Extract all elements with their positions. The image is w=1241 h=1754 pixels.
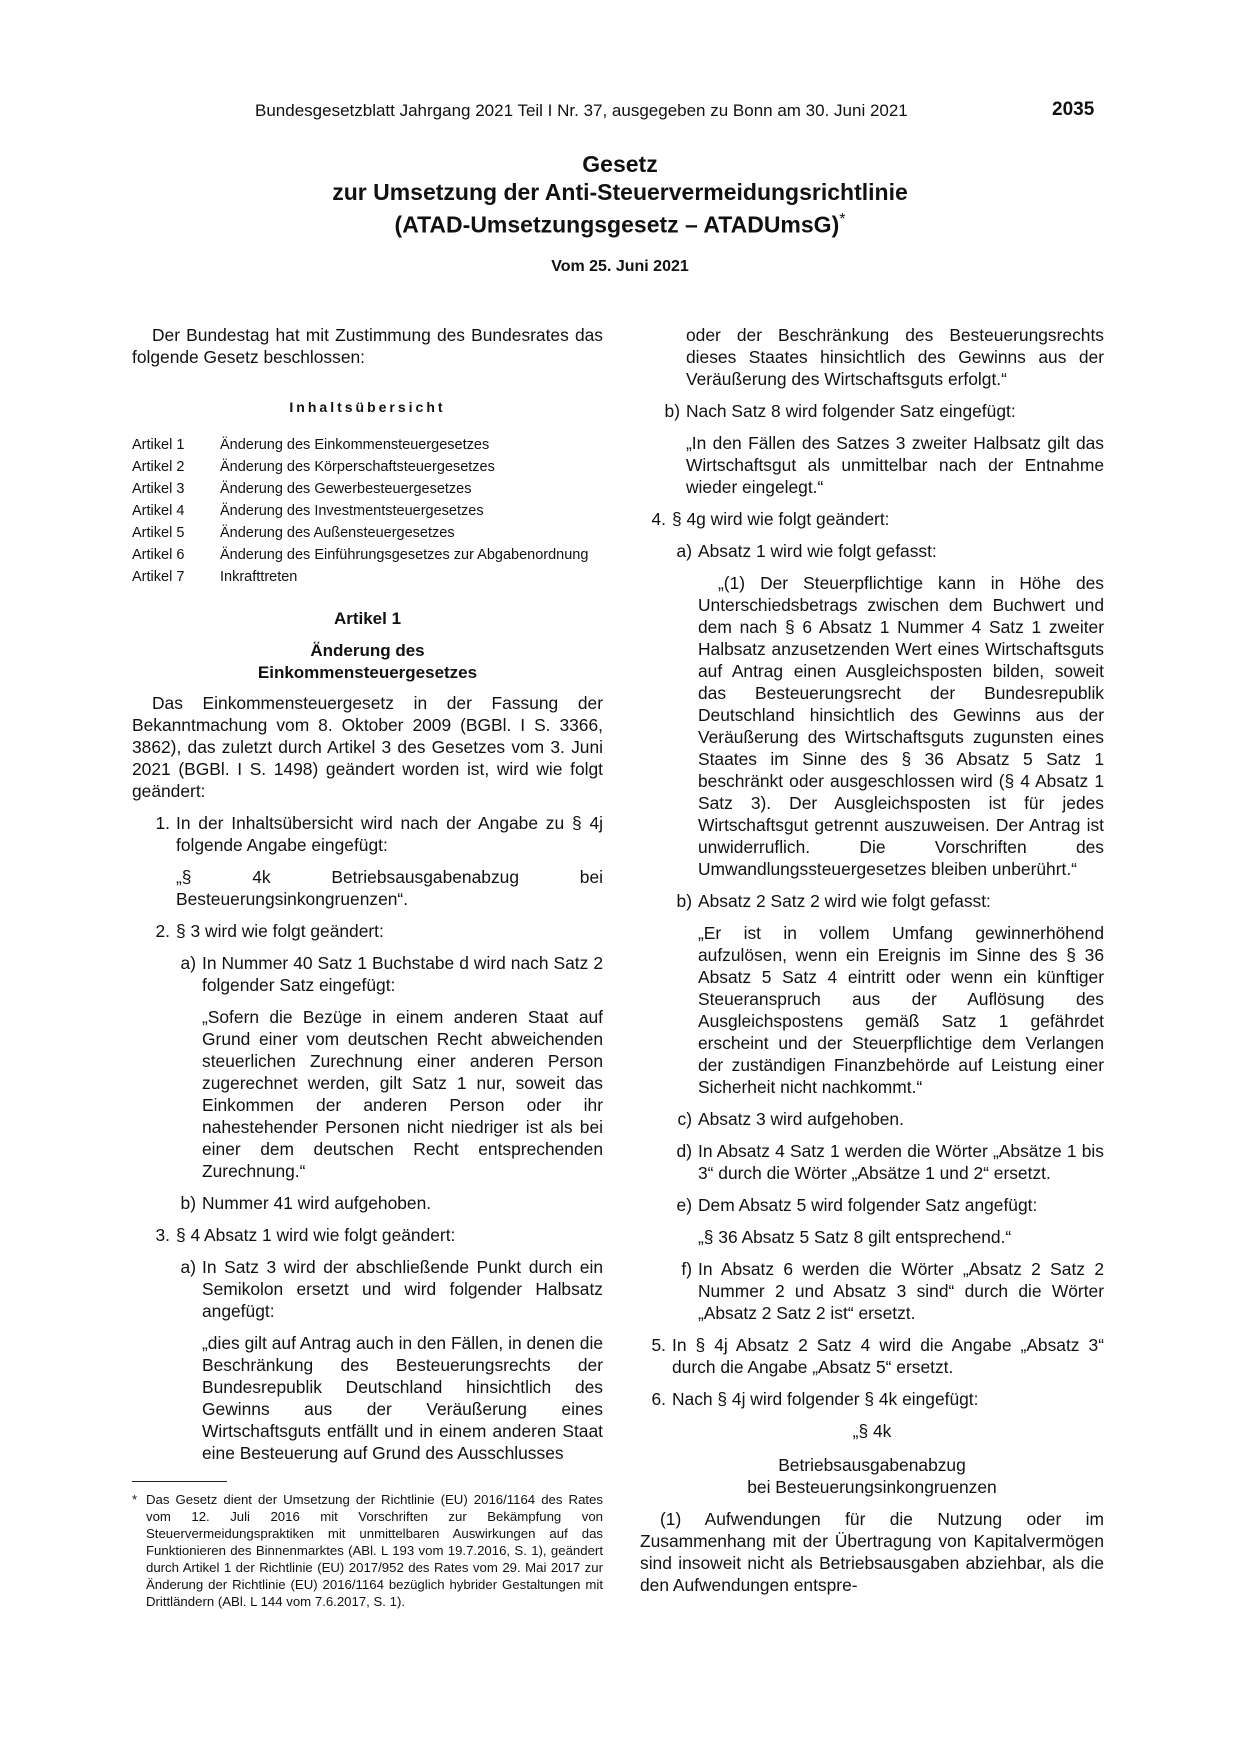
page-number: 2035 bbox=[1052, 99, 1095, 120]
amendment-item-5 bbox=[640, 1334, 1104, 1378]
title-line-3 bbox=[180, 206, 1060, 239]
table-of-contents bbox=[132, 436, 603, 586]
toc-article-title: Änderung des Einkommensteuergesetzes bbox=[220, 437, 490, 453]
item-body bbox=[176, 1224, 603, 1464]
sub-item-letter: a) bbox=[180, 1257, 196, 1277]
sub-item-text: In Nummer 40 Satz 1 Buchstabe d wird nach Satz 2 folgender Satz eingefügt: bbox=[202, 953, 603, 995]
item-number: 6. bbox=[651, 1389, 666, 1409]
sub-item-3a bbox=[176, 1256, 603, 1464]
title-line-2: zur Umsetzung der Anti-Steuervermeidungsrichtlinie bbox=[332, 179, 908, 205]
sub-item-text: Nach Satz 8 wird folgender Satz eingefügt: bbox=[686, 401, 1016, 421]
section-4k-title-line-2: bei Besteuerungsinkongruenzen bbox=[747, 1477, 997, 1497]
item-text: In der Inhaltsübersicht wird nach der Angabe zu § 4j folgende Angabe eingefügt: bbox=[176, 813, 603, 855]
amendment-item-3 bbox=[132, 1224, 603, 1464]
inserted-text: „§ 36 Absatz 5 Satz 8 gilt entsprechend.“ bbox=[698, 1227, 1012, 1247]
amendment-item-1 bbox=[132, 812, 603, 910]
toc-article-number: Artikel 6 bbox=[132, 547, 185, 563]
article-title-line-2: Einkommensteuergesetzes bbox=[257, 663, 478, 682]
article-title bbox=[132, 640, 603, 684]
item-body bbox=[176, 920, 603, 1214]
title-line-1: Gesetz bbox=[582, 151, 658, 177]
item-text: § 4 Absatz 1 wird wie folgt geändert: bbox=[176, 1225, 456, 1245]
sub-item-3b bbox=[660, 400, 1104, 498]
sub-item-text: Absatz 3 wird aufgehoben. bbox=[698, 1109, 904, 1129]
item-number: 1. bbox=[155, 813, 170, 833]
article-title-line-1: Änderung des bbox=[310, 641, 425, 660]
toc-article-title: Änderung des Einführungsgesetzes zur Abgabenordnung bbox=[220, 547, 589, 563]
section-4k-paragraph-1: (1) Aufwendungen für die Nutzung oder im Zusammenhang mit der Übertragung von Kapitalvermögen sind insoweit nicht als Betriebsausgaben abziehbar, als die den Aufwendungen entspre- bbox=[640, 1509, 1104, 1595]
sub-item-body bbox=[202, 1256, 603, 1464]
sub-item-body bbox=[698, 540, 1104, 880]
sub-item-letter: a) bbox=[676, 541, 692, 561]
sub-item-text: Absatz 1 wird wie folgt gefasst: bbox=[698, 541, 937, 561]
sub-item-body bbox=[698, 1194, 1104, 1248]
toc-row bbox=[132, 458, 603, 476]
item-text: § 4g wird wie folgt geändert: bbox=[672, 509, 890, 529]
toc-heading: Inhaltsübersicht bbox=[289, 399, 446, 415]
inserted-text: „§ 4k Betriebsausgabenabzug bei Besteuerungsinkongruenzen“. bbox=[176, 867, 603, 909]
sub-item-4a bbox=[672, 540, 1104, 880]
article-intro: Das Einkommensteuergesetz in der Fassung der Bekanntmachung vom 8. Oktober 2009 (BGBl. I S. 3366, 3862), das zuletzt durch Artikel 3 des Gesetzes vom 3. Juni 2021 (BGBl. I S. 1498) geändert worden ist, wird wie folgt geändert: bbox=[132, 693, 603, 801]
enactment-date: Vom 25. Juni 2021 bbox=[551, 258, 689, 275]
sub-item-2a bbox=[176, 952, 603, 1182]
sub-item-text: In Satz 3 wird der abschließende Punkt durch ein Semikolon ersetzt und wird folgender Halbsatz angefügt: bbox=[202, 1257, 603, 1321]
left-column bbox=[132, 324, 603, 1464]
inserted-text: „In den Fällen des Satzes 3 zweiter Halbsatz gilt das Wirtschaftsgut als unmittelbar nach der Entnahme wieder eingelegt.“ bbox=[686, 433, 1104, 497]
sub-item-text: Dem Absatz 5 wird folgender Satz angefügt: bbox=[698, 1195, 1038, 1215]
sub-item-2b bbox=[176, 1192, 603, 1214]
title-line-3-text: (ATAD-Umsetzungsgesetz – ATADUmsG) bbox=[394, 211, 840, 238]
sub-item-letter: c) bbox=[677, 1109, 692, 1129]
enactment-clause: Der Bundestag hat mit Zustimmung des Bundesrates das folgende Gesetz beschlossen: bbox=[132, 325, 603, 367]
running-head: Bundesgesetzblatt Jahrgang 2021 Teil I Nr. 37, ausgegeben zu Bonn am 30. Juni 2021 bbox=[255, 101, 908, 120]
inserted-text: „dies gilt auf Antrag auch in den Fällen, in denen die Beschränkung des Besteuerungsrechts der Bundesrepublik Deutschland hinsichtlich des Gewinns aus der Veräußerung eines Wirtschaftsguts entfällt und in einem anderen Staat eine Besteuerung auf Grund des Ausschlusses bbox=[202, 1333, 603, 1463]
item-number: 4. bbox=[651, 509, 666, 529]
toc-row bbox=[132, 502, 603, 520]
sub-item-text: In Absatz 4 Satz 1 werden die Wörter „Absätze 1 bis 3“ durch die Wörter „Absätze 1 und 2“ ersetzt. bbox=[698, 1141, 1104, 1183]
toc-article-number: Artikel 3 bbox=[132, 481, 185, 497]
item-text: In § 4j Absatz 2 Satz 4 wird die Angabe „Absatz 3“ durch die Angabe „Absatz 5“ ersetzt. bbox=[672, 1335, 1104, 1377]
toc-article-number: Artikel 1 bbox=[132, 437, 185, 453]
toc-article-number: Artikel 5 bbox=[132, 525, 185, 541]
sub-item-body bbox=[698, 890, 1104, 1098]
amendment-item-4 bbox=[640, 508, 1104, 1324]
right-column bbox=[640, 324, 1104, 1596]
sub-item-text: Nummer 41 wird aufgehoben. bbox=[202, 1193, 432, 1213]
toc-article-number: Artikel 4 bbox=[132, 503, 185, 519]
toc-article-title: Änderung des Gewerbesteuergesetzes bbox=[220, 481, 472, 497]
inserted-text: „(1) Der Steuerpflichtige kann in Höhe des Unterschiedsbetrags zwischen dem Buchwert und dem nach § 6 Absatz 1 Nummer 4 Satz 1 zweiter Halbsatz anzusetzenden Wert eines Wirtschaftsguts auf Antrag einen Ausgleichsposten bilden, soweit das Besteuerungsrecht der Bundesrepublik Deutschland hinsichtlich des Gewinns aus der Veräußerung des Wirtschaftsguts zugunsten eines Staates im Sinne des § 36 Absatz 5 Satz 1 beschränkt oder ausgeschlossen wird (§ 4 Absatz 1 Satz 3). Der Ausgleichsposten ist für jedes Wirtschaftsgut getrennt auszuweisen. Der Antrag ist unwiderruflich. Die Vorschriften des Umwandlungssteuergesetzes bleiben unberührt.“ bbox=[698, 573, 1104, 879]
sub-item-4b bbox=[672, 890, 1104, 1098]
sub-item-text: Absatz 2 Satz 2 wird wie folgt gefasst: bbox=[698, 891, 991, 911]
toc-article-number: Artikel 7 bbox=[132, 569, 185, 585]
amendment-item-6 bbox=[640, 1388, 1104, 1410]
sub-item-body bbox=[686, 400, 1104, 498]
inserted-text: „Sofern die Bezüge in einem anderen Staat auf Grund einer vom deutschen Recht abweichenden steuerlichen Zurechnung einer anderen Person zugerechnet werden, gilt Satz 1 nur, soweit das Einkommen der anderen Person oder ihr nahestehender Personen nicht niedriger ist als bei einer dem deutschen Recht entsprechenden Zurechnung.“ bbox=[202, 1007, 603, 1181]
sub-item-4e bbox=[672, 1194, 1104, 1248]
sub-item-4f bbox=[672, 1258, 1104, 1324]
toc-row bbox=[132, 436, 603, 454]
law-title bbox=[180, 150, 1060, 239]
sub-item-text: In Absatz 6 werden die Wörter „Absatz 2 Satz 2 Nummer 2 und Absatz 3 sind“ durch die Wörter „Absatz 2 Satz 2 ist“ ersetzt. bbox=[698, 1259, 1104, 1323]
sub-item-letter: e) bbox=[676, 1195, 692, 1215]
sub-item-letter: b) bbox=[676, 891, 692, 911]
toc-row bbox=[132, 480, 603, 498]
toc-article-title: Änderung des Investmentsteuergesetzes bbox=[220, 503, 484, 519]
footnote-divider bbox=[132, 1481, 227, 1482]
toc-row bbox=[132, 568, 603, 586]
sub-item-letter: f) bbox=[681, 1259, 692, 1279]
sub-item-letter: d) bbox=[676, 1141, 692, 1161]
item-body bbox=[672, 508, 1104, 1324]
item-number: 3. bbox=[155, 1225, 170, 1245]
amendment-item-2 bbox=[132, 920, 603, 1214]
footnote bbox=[132, 1491, 603, 1610]
continued-inserted-text: oder der Beschränkung des Besteuerungsrechts dieses Staates hinsichtlich des Gewinns aus der Veräußerung des Wirtschaftsguts erfolgt.“ bbox=[686, 325, 1104, 389]
inserted-text: „Er ist in vollem Umfang gewinnerhöhend aufzulösen, wenn ein Ereignis im Sinne des § 36 Absatz 5 Satz 4 eintritt oder wenn ein künftiger Steueranspruch aus der Auflösung des Ausgleichspostens gemäß Satz 1 gefährdet erscheint und der Steuerpflichtige dem Verlangen der zuständigen Finanzbehörde auf Leistung einer Sicherheit nicht nachkommt.“ bbox=[698, 923, 1104, 1097]
toc-row bbox=[132, 546, 603, 564]
footnote-marker[interactable]: * bbox=[839, 211, 846, 228]
sub-item-letter: b) bbox=[664, 401, 680, 421]
item-body bbox=[176, 812, 603, 910]
toc-article-number: Artikel 2 bbox=[132, 459, 185, 475]
footnote-marker-label: * bbox=[132, 1492, 138, 1507]
section-4k-heading: „§ 4k bbox=[852, 1421, 892, 1441]
sub-item-4d bbox=[672, 1140, 1104, 1184]
footnote-text: Das Gesetz dient der Umsetzung der Richtlinie (EU) 2016/1164 des Rates vom 12. Juli 2016 mit Vorschriften zur Bekämpfung von Steuervermeidungspraktiken mit unmittelbaren Auswirkungen auf das Funktionieren des Binnenmarktes (ABl. L 193 vom 19.7.2016, S. 1), geändert durch Artikel 1 der Richtlinie (EU) 2017/952 des Rates vom 29. Mai 2017 zur Änderung der Richtlinie (EU) 2016/1164 bezüglich hybrider Gestaltungen mit Drittländern (ABl. L 144 vom 7.6.2017, S. 1). bbox=[146, 1492, 603, 1609]
toc-article-title: Änderung des Außensteuergesetzes bbox=[220, 525, 455, 541]
item-text: § 3 wird wie folgt geändert: bbox=[176, 921, 384, 941]
section-4k-title-line-1: Betriebsausgabenabzug bbox=[778, 1455, 966, 1475]
article-number: Artikel 1 bbox=[333, 609, 402, 628]
sub-item-body bbox=[202, 952, 603, 1182]
toc-article-title: Änderung des Körperschaftsteuergesetzes bbox=[220, 459, 495, 475]
sub-item-letter: b) bbox=[180, 1193, 196, 1213]
toc-article-title: Inkrafttreten bbox=[220, 569, 298, 585]
sub-item-letter: a) bbox=[180, 953, 196, 973]
toc-row bbox=[132, 524, 603, 542]
item-number: 2. bbox=[155, 921, 170, 941]
sub-item-4c bbox=[672, 1108, 1104, 1130]
item-number: 5. bbox=[651, 1335, 666, 1355]
item-text: Nach § 4j wird folgender § 4k eingefügt: bbox=[672, 1389, 979, 1409]
